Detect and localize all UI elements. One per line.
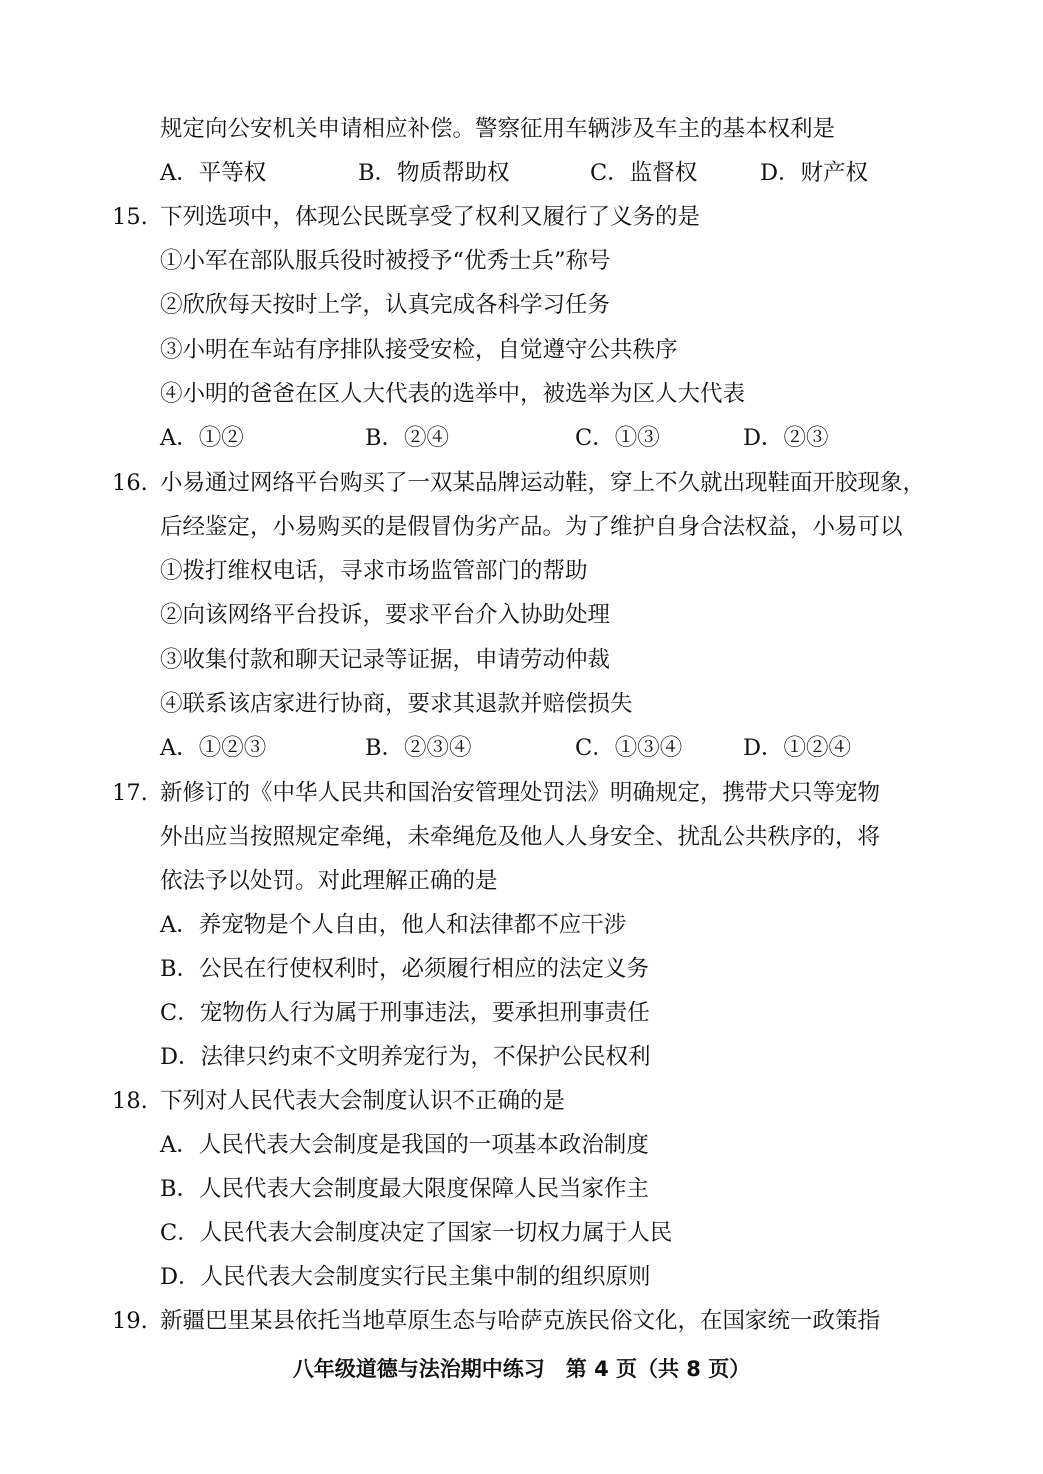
q16-stem-line-1: 小易通过网络平台购买了一双某品牌运动鞋，穿上不久就出现鞋面开胶现象， xyxy=(160,470,926,496)
q15-number: 15. xyxy=(112,204,148,230)
q16-option-a: A．①②③ xyxy=(160,735,267,761)
q14-option-a: A．平等权 xyxy=(160,160,267,186)
q18-option-d: D．人民代表大会制度实行民主集中制的组织原则 xyxy=(160,1264,651,1290)
q17-option-b: B．公民在行使权利时，必须履行相应的法定义务 xyxy=(160,956,650,982)
q17-stem-line-3: 依法予以处罚。对此理解正确的是 xyxy=(160,868,498,894)
q16-option-d: D．①②④ xyxy=(743,735,852,761)
q15-option-a: A．①② xyxy=(160,425,244,451)
q15-option-d: D．②③ xyxy=(743,425,829,451)
page-footer: 八年级道德与法治期中练习 第 4 页（共 8 页） xyxy=(292,1357,751,1381)
q14-option-d: D．财产权 xyxy=(760,160,869,186)
q16-item-1: ①拨打维权电话，寻求市场监管部门的帮助 xyxy=(160,558,588,584)
q15-item-1: ①小军在部队服兵役时被授予“优秀士兵”称号 xyxy=(160,248,611,274)
q16-number: 16. xyxy=(112,470,148,496)
q15-stem: 下列选项中，体现公民既享受了权利又履行了义务的是 xyxy=(160,204,701,230)
q15-option-b: B．②④ xyxy=(365,425,450,451)
q17-option-c: C．宠物伤人行为属于刑事违法，要承担刑事责任 xyxy=(160,1000,650,1026)
q19-stem: 新疆巴里某县依托当地草原生态与哈萨克族民俗文化，在国家统一政策指 xyxy=(160,1308,881,1334)
q14-stem-tail: 规定向公安机关申请相应补偿。警察征用车辆涉及车主的基本权利是 xyxy=(160,116,836,142)
q16-item-2: ②向该网络平台投诉，要求平台介入协助处理 xyxy=(160,602,611,628)
q15-item-2: ②欣欣每天按时上学，认真完成各科学习任务 xyxy=(160,292,611,318)
q18-stem: 下列对人民代表大会制度认识不正确的是 xyxy=(160,1088,566,1114)
q15-item-4: ④小明的爸爸在区人大代表的选举中，被选举为区人大代表 xyxy=(160,381,746,407)
q17-number: 17. xyxy=(112,780,148,806)
q18-number: 18. xyxy=(112,1088,148,1114)
q16-item-3: ③收集付款和聊天记录等证据，申请劳动仲裁 xyxy=(160,647,611,673)
q15-option-c: C．①③ xyxy=(575,425,660,451)
q16-option-c: C．①③④ xyxy=(575,735,683,761)
q14-option-b: B．物质帮助权 xyxy=(358,160,510,186)
q14-option-c: C．监督权 xyxy=(590,160,698,186)
q17-stem-line-1: 新修订的《中华人民共和国治安管理处罚法》明确规定，携带犬只等宠物 xyxy=(160,780,881,806)
q17-stem-line-2: 外出应当按照规定牵绳，未牵绳危及他人人身安全、扰乱公共秩序的，将 xyxy=(160,824,881,850)
q16-item-4: ④联系该店家进行协商，要求其退款并赔偿损失 xyxy=(160,691,633,717)
q16-stem-line-2: 后经鉴定，小易购买的是假冒伪劣产品。为了维护自身合法权益，小易可以 xyxy=(160,514,903,540)
q15-item-3: ③小明在车站有序排队接受安检，自觉遵守公共秩序 xyxy=(160,337,678,363)
q17-option-d: D．法律只约束不文明养宠行为，不保护公民权利 xyxy=(160,1044,651,1070)
q19-number: 19. xyxy=(112,1308,148,1334)
q17-option-a: A．养宠物是个人自由，他人和法律都不应干涉 xyxy=(160,912,627,938)
q18-option-a: A．人民代表大会制度是我国的一项基本政治制度 xyxy=(160,1132,649,1158)
q18-option-b: B．人民代表大会制度最大限度保障人民当家作主 xyxy=(160,1176,650,1202)
q18-option-c: C．人民代表大会制度决定了国家一切权力属于人民 xyxy=(160,1220,673,1246)
q16-option-b: B．②③④ xyxy=(365,735,472,761)
